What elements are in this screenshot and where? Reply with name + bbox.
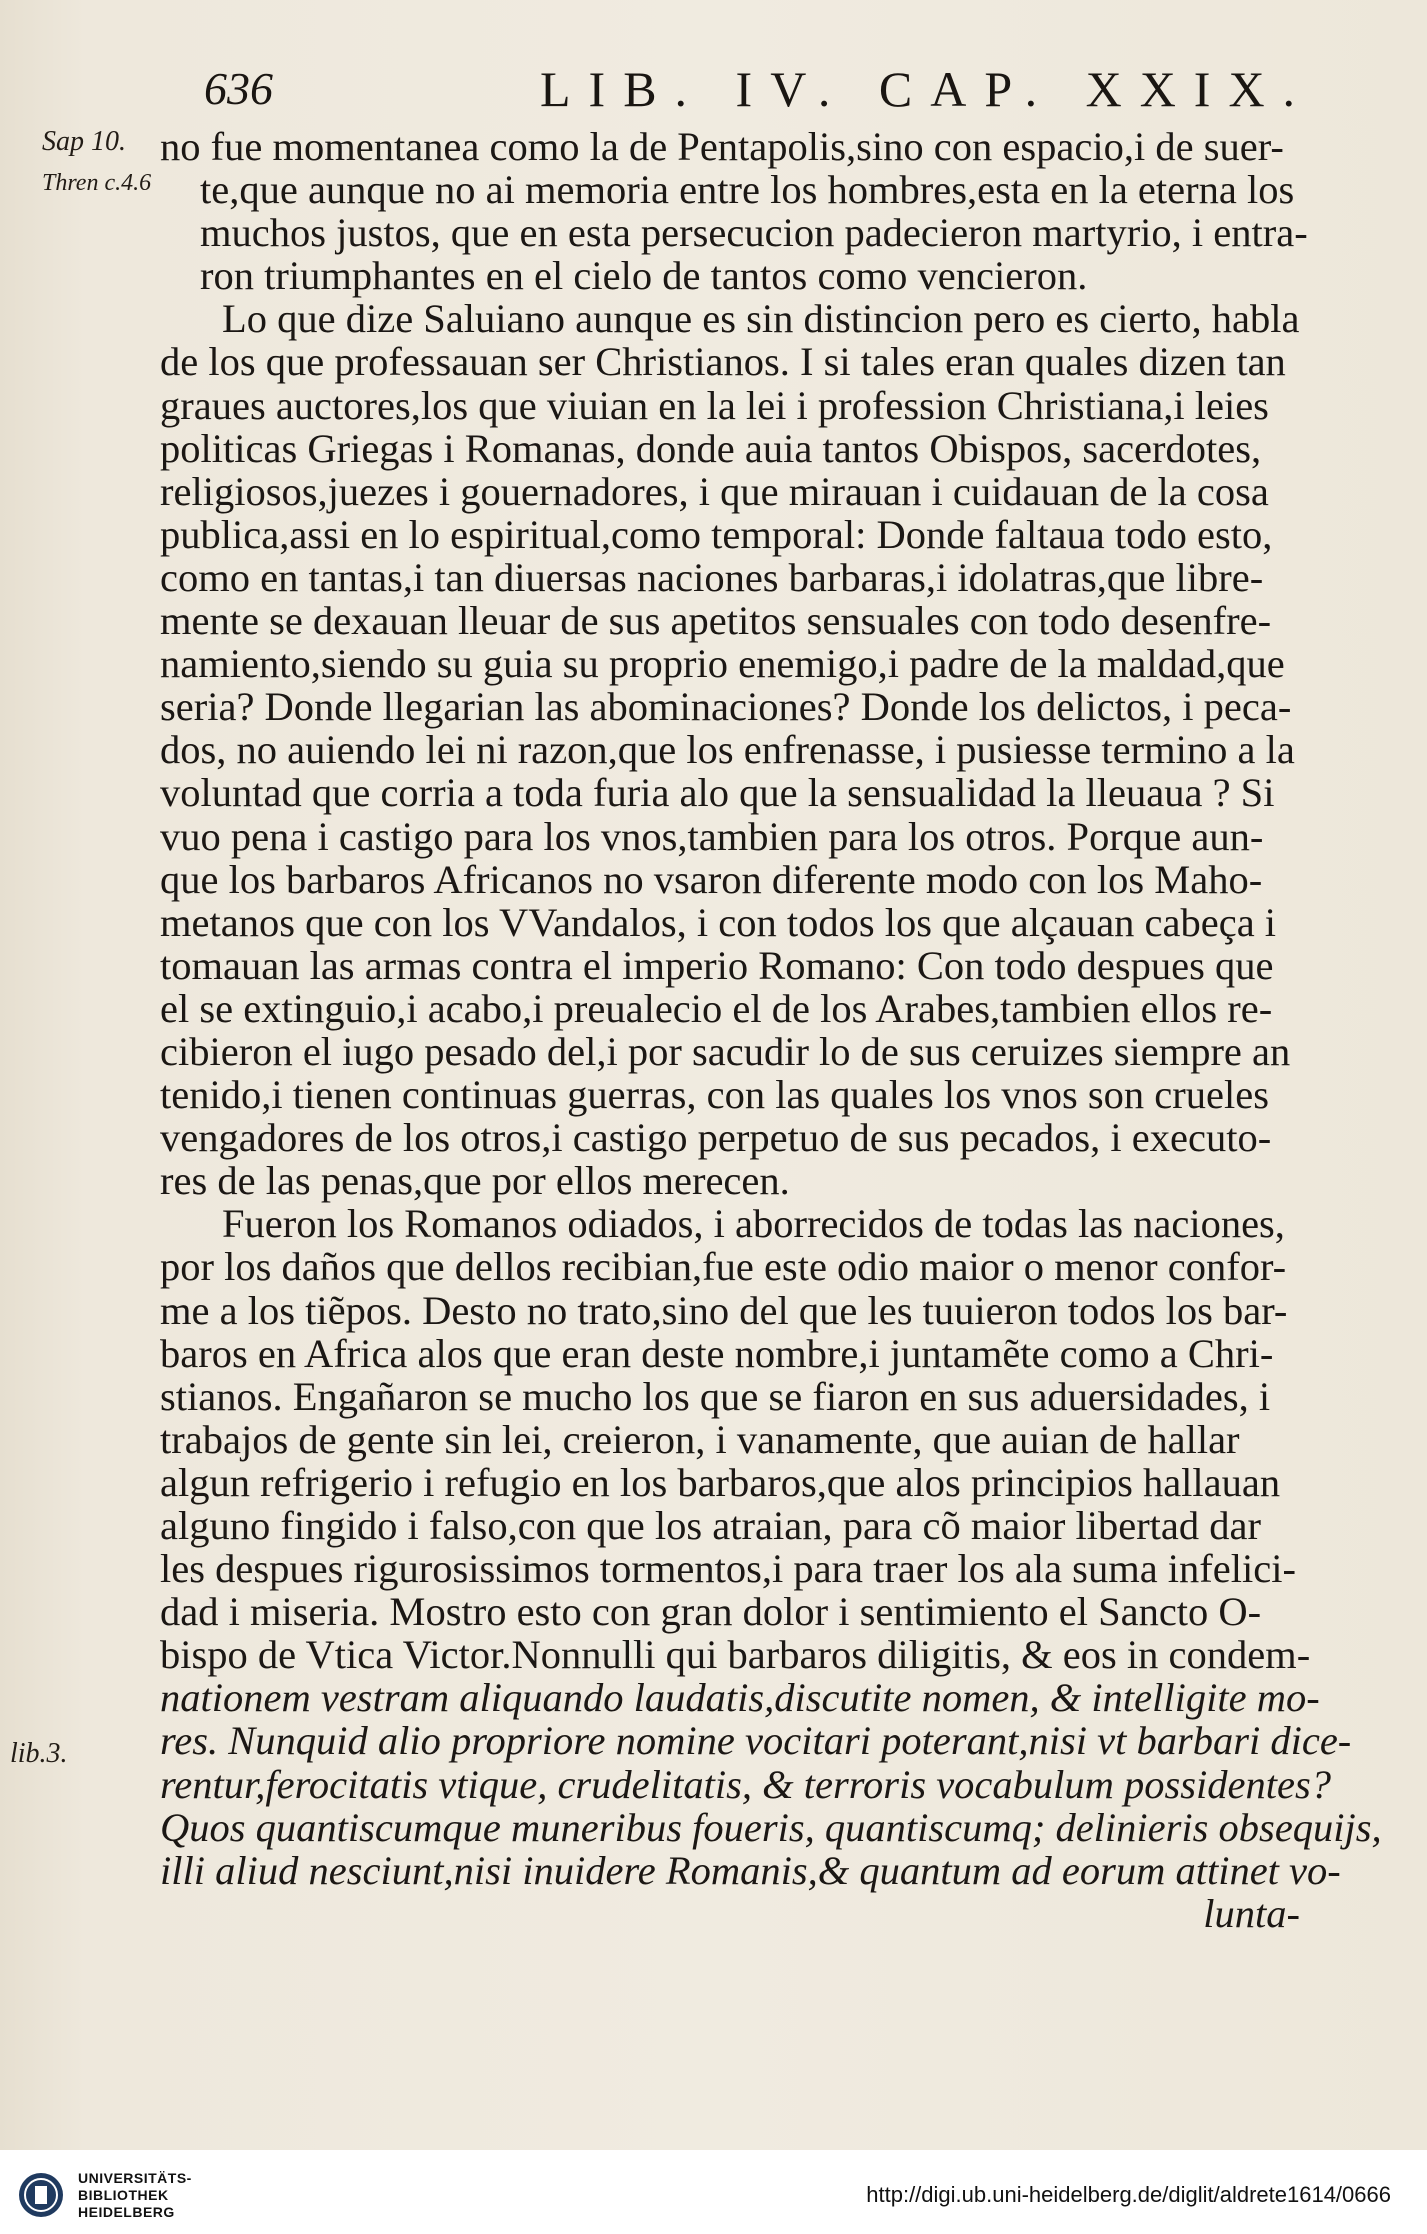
text-line: illi aliud nesciunt,nisi inuidere Romanis,& quantum ad eorum attinet vo-: [160, 1847, 1341, 1893]
library-footer: [0, 2150, 1427, 2234]
margin-note-sap: Sap 10.: [42, 126, 126, 157]
text-line: religiosos,juezes i gouernadores, i que mirauan i cuidauan de la cosa: [160, 468, 1269, 514]
text-line: alguno fingido i falso,con que los atraian, para cõ maior libertad dar: [160, 1503, 1261, 1548]
text-line: Lo que dize Saluiano aunque es sin distincion pero es cierto, habla: [222, 296, 1300, 342]
text-line: de los que professauan ser Christianos. I si tales eran quales dizen tan: [160, 339, 1286, 385]
source-url-link[interactable]: http://digi.ub.uni-heidelberg.de/diglit/aldrete1614/0666: [866, 2182, 1391, 2207]
text-line: voluntad que corria a toda furia alo que la sensualidad la lleuaua ? Si: [160, 770, 1275, 816]
page-header: [180, 52, 1380, 122]
institution-name: [78, 2170, 192, 2221]
text-line: nationem vestram aliquando laudatis,discutite nomen, & intelligite mo-: [160, 1675, 1320, 1721]
text-line: tomauan las armas contra el imperio Romano: Con todo despues que: [160, 942, 1274, 988]
text-line: me a los tiẽpos. Desto no trato,sino del que les tuuieron todos los bar-: [160, 1287, 1288, 1333]
text-line: baros en Africa alos que eran deste nombre,i juntamẽte como a Chri-: [160, 1330, 1274, 1376]
text-line: dos, no auiendo lei ni razon,que los enfrenasse, i pusiesse termino a la: [160, 727, 1295, 773]
text-line: stianos. Engañaron se mucho los que se fiaron en sus aduersidades, i: [160, 1373, 1271, 1419]
text-line: res. Nunquid alio propriore nomine vocitari poterant,nisi vt barbari dice-: [160, 1718, 1352, 1764]
institution-line: BIBLIOTHEK: [78, 2187, 169, 2203]
text-line: publica,assi en lo espiritual,como temporal: Donde faltaua todo esto,: [160, 511, 1273, 557]
text-line: el se extinguio,i acabo,i preualecio el de los Arabes,tambien ellos re-: [160, 985, 1273, 1031]
text-line: te,que aunque no ai memoria entre los hombres,esta en la eterna los: [200, 167, 1295, 213]
text-line: muchos justos, que en esta persecucion padecieron martyrio, i entra-: [200, 210, 1308, 256]
text-line: cibieron el iugo pesado del,i por sacudir lo de sus ceruizes siempre an: [160, 1028, 1291, 1074]
margin-note-thren: Thren c.4.6: [42, 170, 152, 196]
text-line: rentur,ferocitatis vtique, crudelitatis, & terroris vocabulum possidentes?: [160, 1761, 1332, 1807]
text-line: no fue momentanea como la de Pentapolis,sino con espacio,i de suer-: [160, 124, 1284, 169]
text-line: como en tantas,i tan diuersas naciones barbaras,i idolatras,que libre-: [160, 554, 1264, 600]
page-number: 636: [204, 63, 273, 114]
text-line: trabajos de gente sin lei, creieron, i vanamente, que auian de hallar: [160, 1416, 1240, 1462]
text-line: Fueron los Romanos odiados, i aborrecidos de todas las naciones,: [222, 1201, 1285, 1247]
text-line: bispo de Vtica Victor.Nonnulli qui barbaros diligitis, & eos in condem-: [160, 1632, 1311, 1678]
text-line: vuo pena i castigo para los vnos,tambien para los otros. Porque aun-: [160, 813, 1264, 859]
text-line: seria? Donde llegarian las abominaciones? Donde los delictos, i peca-: [160, 684, 1292, 730]
text-line: ron triumphantes en el cielo de tantos como vencieron.: [200, 253, 1088, 299]
text-line: dad i miseria. Mostro esto con gran dolor i sentimiento el Sancto O-: [160, 1589, 1262, 1635]
institution-line: HEIDELBERG: [78, 2204, 175, 2220]
institution-line: UNIVERSITÄTS-: [78, 2170, 192, 2186]
text-line: mente se dexauan lleuar de sus apetitos sensuales con todo desenfre-: [160, 598, 1272, 644]
catchword: lunta-: [1203, 1890, 1300, 1936]
running-head: LIB. IV. CAP. XXIX.: [540, 61, 1314, 117]
library-logo-icon: [18, 2172, 64, 2218]
text-line: algun refrigerio i refugio en los barbaros,que alos principios hallauan: [160, 1459, 1281, 1505]
text-line: politicas Griegas i Romanas, donde auia tantos Obispos, sacerdotes,: [160, 425, 1262, 471]
text-line: vengadores de los otros,i castigo perpetuo de sus pecados, i executo-: [160, 1115, 1272, 1161]
margin-note-lib: lib.3.: [10, 1738, 68, 1769]
text-line: tenido,i tienen continuas guerras, con las quales los vnos son crueles: [160, 1072, 1269, 1118]
text-line: namiento,siendo su guia su proprio enemigo,i padre de la maldad,que: [160, 641, 1285, 687]
text-line: metanos que con los VVandalos, i con todos los que alçauan cabeça i: [160, 899, 1277, 945]
text-line: que los barbaros Africanos no vsaron diferente modo con los Maho-: [160, 856, 1263, 902]
text-line: Quos quantiscumque muneribus foueris, quantiscumq; delinieris obsequijs,: [160, 1804, 1382, 1850]
text-line: res de las penas,que por ellos merecen.: [160, 1158, 790, 1204]
body-text: [160, 124, 1382, 1936]
text-line: por los daños que dellos recibian,fue este odio maior o menor confor-: [160, 1244, 1287, 1290]
text-line: graues auctores,los que viuian en la lei i profession Christiana,i leies: [160, 382, 1269, 428]
text-line: les despues rigurosissimos tormentos,i para traer los ala suma infelici-: [160, 1546, 1296, 1592]
